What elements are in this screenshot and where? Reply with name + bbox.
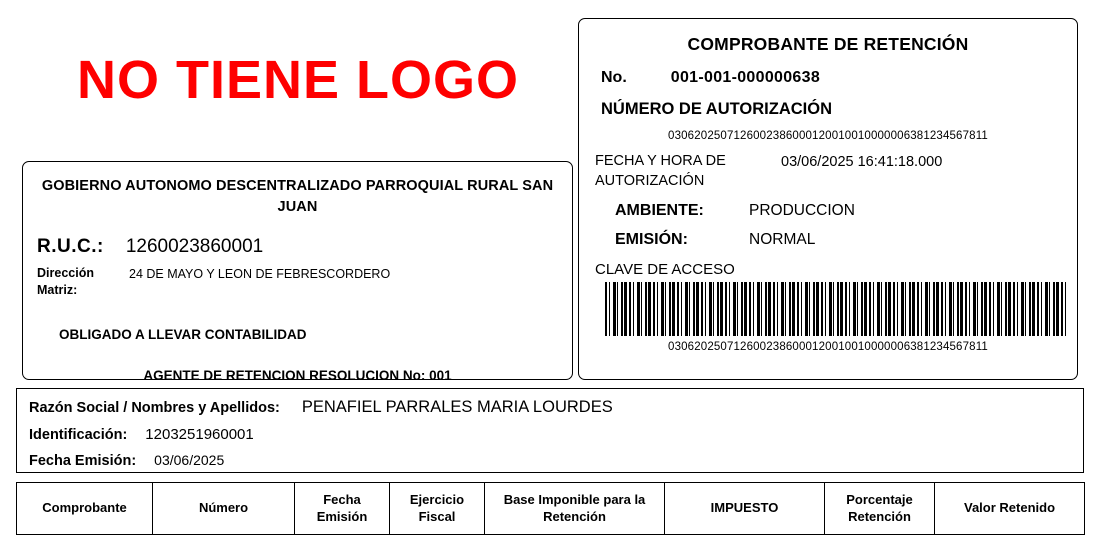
barcode-image xyxy=(605,282,1067,336)
column-header-porcentaje-retencion: Porcentaje Retención xyxy=(825,483,935,535)
emission-label: EMISIÓN: xyxy=(615,231,688,249)
receiver-info-box xyxy=(16,388,1084,473)
receipt-number-row xyxy=(591,69,1065,87)
receiver-date-value: 03/06/2025 xyxy=(154,452,225,468)
receipt-info-box xyxy=(578,18,1078,380)
environment-row xyxy=(591,202,1065,220)
column-header-comprobante: Comprobante xyxy=(17,483,153,535)
environment-value: PRODUCCION xyxy=(749,202,855,220)
receipt-number-label: No. xyxy=(601,69,627,86)
retention-detail-table xyxy=(16,482,1085,535)
access-key-label: CLAVE DE ACCESO xyxy=(595,261,735,279)
column-header-ejercicio-fiscal: Ejercicio Fiscal xyxy=(390,483,485,535)
issuer-info-box xyxy=(22,161,573,383)
authorization-date-row xyxy=(591,152,1065,191)
receiver-date-row xyxy=(29,452,1071,469)
issuer-address-label: Dirección Matriz: xyxy=(37,266,94,297)
environment-label: AMBIENTE: xyxy=(615,202,704,220)
authorization-number-value: 0306202507126002386000120010010000006381234567811 xyxy=(668,130,988,142)
authorization-number-label: NÚMERO DE AUTORIZACIÓN xyxy=(601,100,832,118)
logo-text: NO TIENE LOGO xyxy=(76,50,520,110)
column-header-numero: Número xyxy=(153,483,295,535)
access-key-value: 0306202507126002386000120010010000006381234567811 xyxy=(668,341,988,354)
column-header-impuesto: IMPUESTO xyxy=(665,483,825,535)
authorization-date-value: 03/06/2025 16:41:18.000 xyxy=(781,154,943,170)
column-header-valor-retenido: Valor Retenido xyxy=(935,483,1085,535)
issuer-address-value: 24 DE MAYO Y LEON DE FEBRESCORDERO xyxy=(129,267,391,282)
issuer-ruc-value: 1260023860001 xyxy=(125,236,264,258)
receiver-id-row xyxy=(29,426,1071,443)
receiver-id-label: Identificación: xyxy=(29,427,128,443)
receiver-date-label: Fecha Emisión: xyxy=(29,453,137,469)
emission-value: NORMAL xyxy=(749,231,816,249)
table-header-row xyxy=(17,483,1085,535)
issuer-address-row xyxy=(37,265,558,299)
receiver-name-label: Razón Social / Nombres y Apellidos: xyxy=(29,400,280,416)
issuer-ruc-row xyxy=(37,236,558,258)
receiver-id-value: 1203251960001 xyxy=(145,426,254,443)
logo-placeholder xyxy=(28,52,568,109)
column-header-base-imponible: Base Imponible para la Retención xyxy=(485,483,665,535)
issuer-accounting-note: OBLIGADO A LLEVAR CONTABILIDAD xyxy=(59,326,307,342)
receiver-name-row xyxy=(29,398,1071,417)
emission-row xyxy=(591,231,1065,249)
issuer-agent-note: AGENTE DE RETENCION RESOLUCION No: 001 xyxy=(143,367,452,383)
authorization-date-label: FECHA Y HORA DE AUTORIZACIÓN xyxy=(595,153,726,189)
receipt-number-value: 001-001-000000638 xyxy=(670,69,821,86)
receipt-title: COMPROBANTE DE RETENCIÓN xyxy=(687,34,969,54)
issuer-ruc-label: R.U.C.: xyxy=(37,236,104,258)
receiver-name-value: PENAFIEL PARRALES MARIA LOURDES xyxy=(301,398,613,416)
issuer-name: GOBIERNO AUTONOMO DESCENTRALIZADO PARROQUIAL RURAL SAN JUAN xyxy=(41,178,554,216)
column-header-fecha-emision: Fecha Emisión xyxy=(295,483,390,535)
